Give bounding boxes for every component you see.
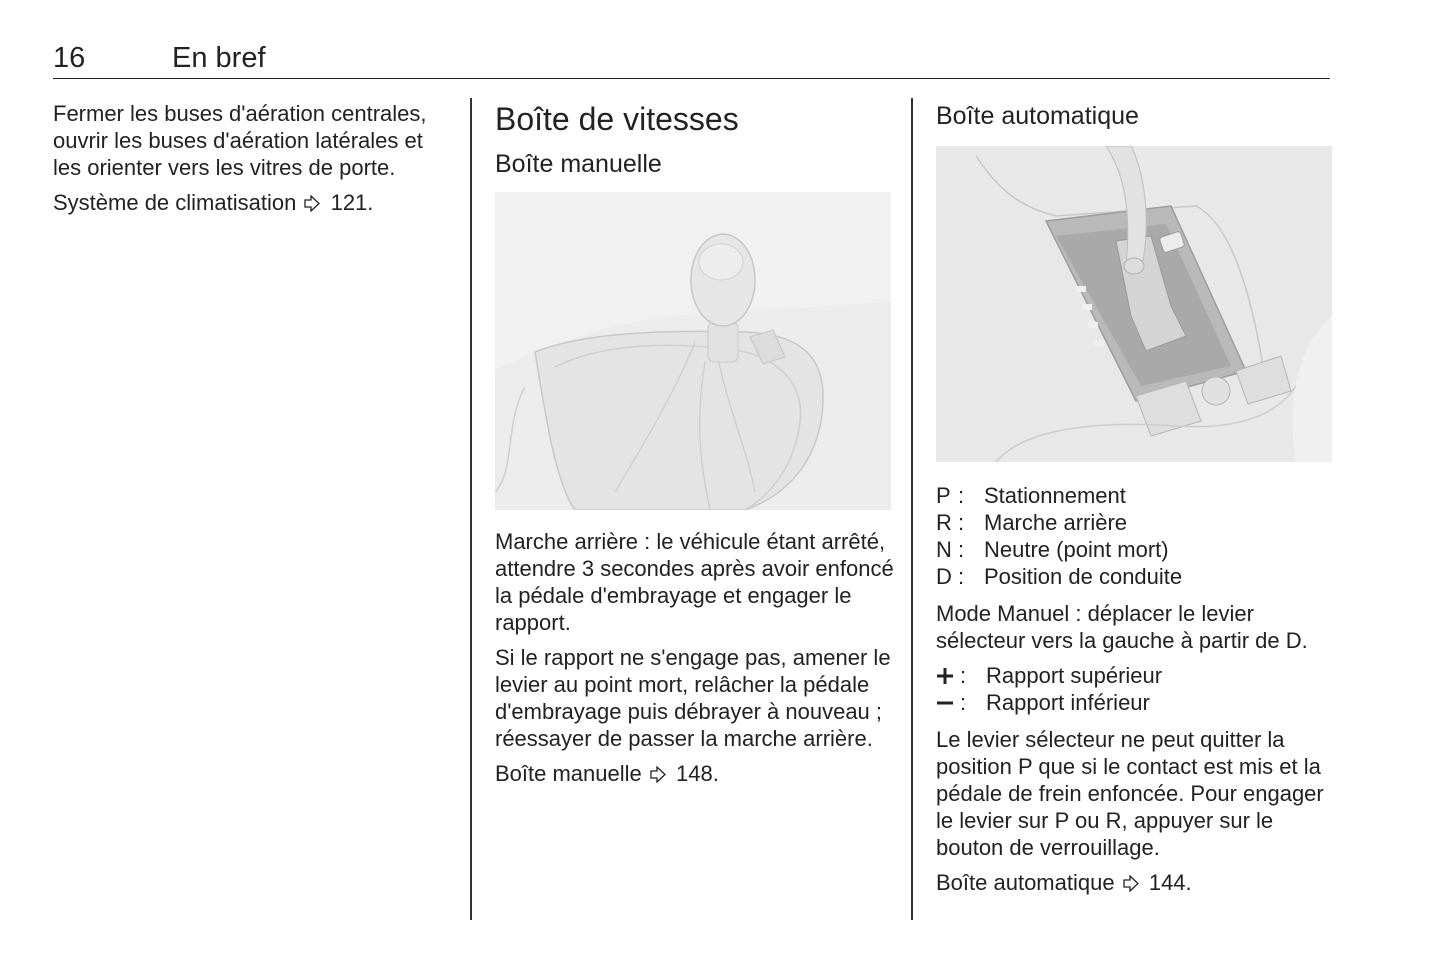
legend-key: D: [936, 564, 952, 589]
legend-text: Position de conduite: [984, 564, 1183, 589]
reference-label: Boîte automatique: [936, 870, 1115, 895]
minus-icon: [936, 689, 960, 716]
subheading-automatic: Boîte automatique: [936, 102, 1139, 130]
lock-paragraph: Le levier sélecteur ne peut quitter la position P que si le contact est mis et la pédale de frein enfoncée. Pour engager le levier sur P ou R, appuyer sur le bouton de verrouillage.: [936, 727, 1324, 860]
paragraph: Marche arrière : le véhicule étant arrêté, attendre 3 secondes après avoir enfoncé la pédale d'embrayage et engager le rapport.: [495, 529, 894, 635]
reference-arrow-icon: [650, 766, 666, 783]
legend-text: Stationnement: [984, 483, 1126, 508]
manual-mode-symbols: [936, 662, 1336, 716]
manual-gearshift-illustration: [495, 192, 891, 510]
legend-text: Rapport inférieur: [986, 690, 1150, 715]
legend-text: Marche arrière: [984, 510, 1128, 535]
legend-key: N: [936, 537, 952, 562]
legend-row: D : Position de conduite: [936, 564, 1183, 589]
column-divider: [470, 98, 472, 920]
manual-mode-paragraph: Mode Manuel : déplacer le levier sélecteur vers la gauche à partir de D.: [936, 601, 1308, 653]
paragraph: Fermer les buses d'aération centrales, ouvrir les buses d'aération latérales et les orienter vers les vitres de porte.: [53, 101, 427, 180]
subheading-manual: Boîte manuelle: [495, 150, 662, 178]
reference-page: 121.: [330, 190, 374, 215]
legend-row: : Rapport inférieur: [936, 689, 1336, 716]
page-number: 16: [53, 42, 86, 74]
legend-text: Rapport supérieur: [986, 663, 1163, 688]
chapter-heading: Boîte de vitesses: [495, 101, 739, 137]
section-title: En bref: [172, 42, 266, 74]
gear-legend: [936, 482, 1336, 590]
reference-arrow-icon: [1123, 875, 1139, 892]
reference-label: Système de climatisation: [53, 190, 297, 215]
reference-page: 148.: [676, 761, 719, 786]
cross-reference[interactable]: [936, 869, 1336, 896]
plus-icon: [936, 662, 960, 689]
column-left: [53, 100, 453, 224]
legend-row: R : Marche arrière: [936, 510, 1128, 535]
legend-text: Neutre (point mort): [984, 537, 1169, 562]
legend-row: N : Neutre (point mort): [936, 537, 1169, 562]
legend-key: R: [936, 510, 952, 535]
column-divider: [911, 98, 913, 920]
cross-reference[interactable]: [53, 189, 453, 216]
automatic-selector-illustration: [936, 146, 1332, 462]
page-header: [53, 40, 1330, 79]
reference-label: Boîte manuelle: [495, 761, 642, 786]
legend-key: P: [936, 483, 951, 508]
paragraph: Si le rapport ne s'engage pas, amener le levier au point mort, relâcher la pédale d'embrayage puis débrayer à nouveau ; réessayer de passer la marche arrière.: [495, 645, 891, 751]
cross-reference[interactable]: [495, 760, 895, 787]
reference-page: 144.: [1148, 870, 1192, 895]
legend-row: P : Stationnement: [936, 483, 1126, 508]
reference-arrow-icon: [304, 195, 320, 212]
column-middle: [495, 100, 895, 795]
legend-row: : Rapport supérieur: [936, 662, 1336, 689]
column-right: [936, 100, 1336, 904]
